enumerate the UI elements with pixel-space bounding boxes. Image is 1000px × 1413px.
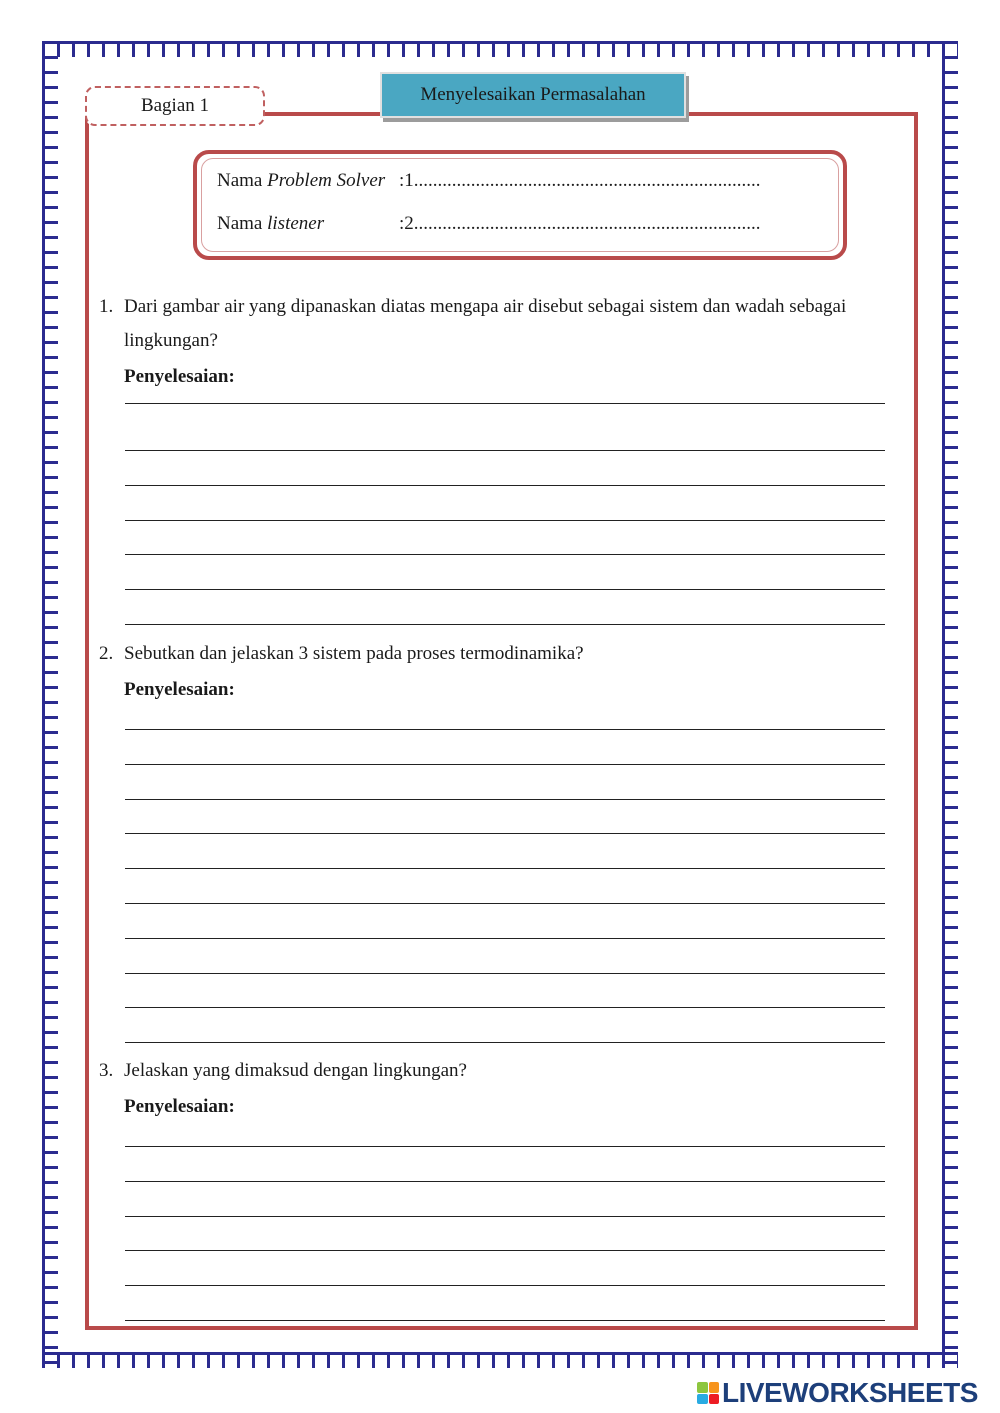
question-2-text: Sebutkan dan jelaskan 3 sistem pada proses termodinamika? xyxy=(124,643,584,664)
answer-line[interactable] xyxy=(125,1007,885,1008)
listener-row xyxy=(217,213,761,235)
question-1 xyxy=(99,290,899,358)
answer-line[interactable] xyxy=(125,1250,885,1251)
answer-line[interactable] xyxy=(125,1146,885,1147)
answer-line[interactable] xyxy=(125,729,885,730)
listener-role: listener xyxy=(267,213,325,234)
question-3 xyxy=(99,1054,899,1088)
question-2 xyxy=(99,637,899,671)
listener-field[interactable]: :2......................................................................... xyxy=(399,213,761,234)
answer-line[interactable] xyxy=(125,403,885,404)
answer-line[interactable] xyxy=(125,624,885,625)
listener-label: Nama listener xyxy=(217,213,325,234)
answer-line[interactable] xyxy=(125,1042,885,1043)
logo-square-4 xyxy=(709,1394,720,1405)
question-1-text: Dari gambar air yang dipanaskan diatas mengapa air disebut sebagai sistem dan wadah sebagai lingkungan? xyxy=(124,296,847,351)
question-1-number: 1. xyxy=(99,296,114,317)
answer-line[interactable] xyxy=(125,1216,885,1217)
answer-line[interactable] xyxy=(125,764,885,765)
section-label: Bagian 1 xyxy=(85,86,265,126)
decorative-border-bottom xyxy=(42,1352,958,1368)
question-3-answer-label: Penyelesaian: xyxy=(124,1096,235,1117)
decorative-border-left xyxy=(42,41,58,1368)
answer-line[interactable] xyxy=(125,938,885,939)
liveworksheets-logo-icon xyxy=(697,1382,719,1404)
question-1-answer-label: Penyelesaian: xyxy=(124,366,235,387)
question-3-number: 3. xyxy=(99,1060,114,1081)
problem-solver-row xyxy=(217,170,761,192)
question-2-answer-label: Penyelesaian: xyxy=(124,679,235,700)
answer-line[interactable] xyxy=(125,903,885,904)
decorative-border-right xyxy=(942,41,958,1368)
answer-line[interactable] xyxy=(125,1320,885,1321)
answer-line[interactable] xyxy=(125,1285,885,1286)
answer-line[interactable] xyxy=(125,520,885,521)
logo-square-1 xyxy=(697,1382,708,1393)
problem-solver-role: Problem Solver xyxy=(267,170,386,191)
answer-line[interactable] xyxy=(125,589,885,590)
problem-solver-field[interactable]: :1......................................................................... xyxy=(399,170,761,191)
answer-line[interactable] xyxy=(125,450,885,451)
names-box xyxy=(193,150,847,260)
answer-line[interactable] xyxy=(125,973,885,974)
answer-line[interactable] xyxy=(125,554,885,555)
decorative-border-top xyxy=(42,41,958,57)
answer-line[interactable] xyxy=(125,833,885,834)
answer-line[interactable] xyxy=(125,868,885,869)
logo-square-2 xyxy=(709,1382,720,1393)
question-2-number: 2. xyxy=(99,643,114,664)
liveworksheets-brand: LIVEWORKSHEETS xyxy=(722,1377,978,1408)
liveworksheets-logo[interactable] xyxy=(697,1378,978,1408)
worksheet-title: Menyelesaikan Permasalahan xyxy=(380,72,686,118)
answer-line[interactable] xyxy=(125,485,885,486)
logo-square-3 xyxy=(697,1394,708,1405)
answer-line[interactable] xyxy=(125,1181,885,1182)
question-3-text: Jelaskan yang dimaksud dengan lingkungan? xyxy=(124,1060,467,1081)
answer-line[interactable] xyxy=(125,799,885,800)
problem-solver-label: Nama Problem Solver xyxy=(217,170,386,191)
